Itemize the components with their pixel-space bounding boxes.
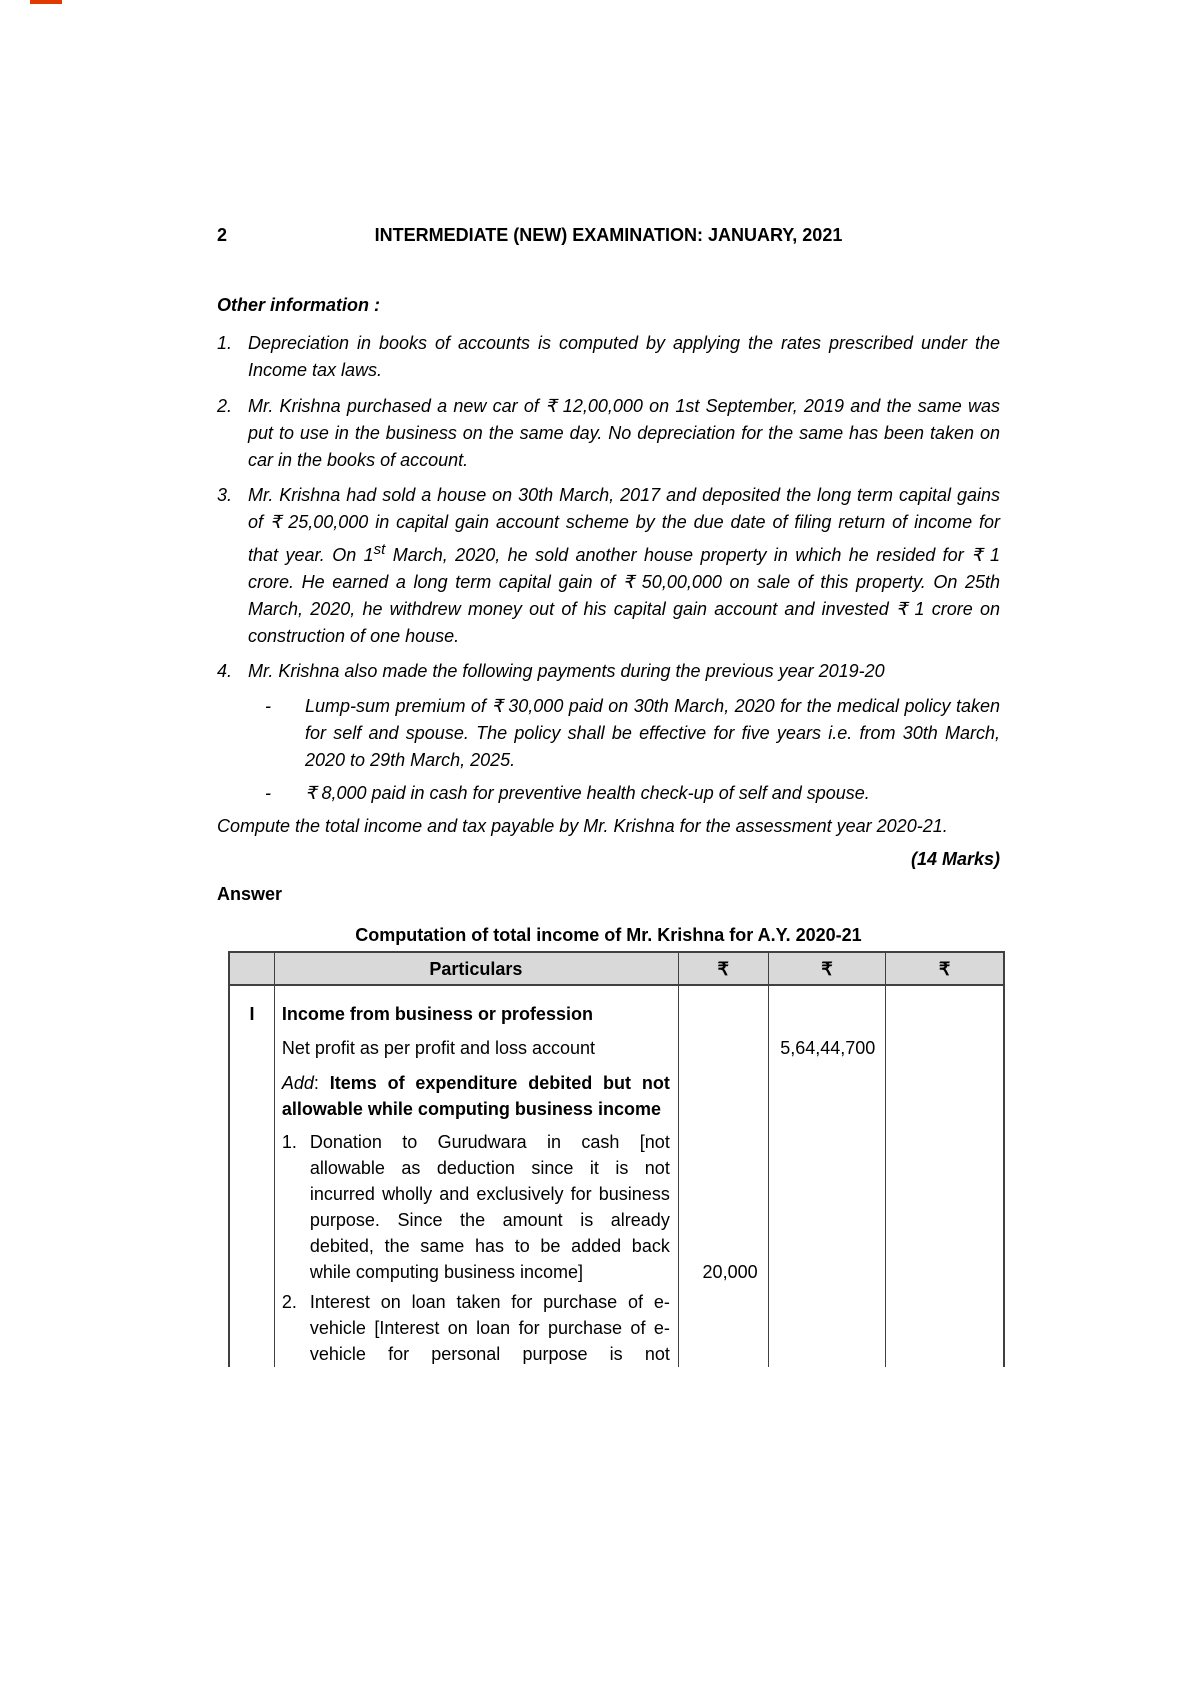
list-item-number: 2. [217, 396, 233, 416]
section-roman-numeral: I [230, 986, 275, 1027]
section-heading: Income from business or profession [275, 986, 679, 1027]
sub-list-item [265, 780, 1000, 807]
empty-cell [886, 986, 1003, 1027]
answer-label: Answer [217, 884, 283, 904]
empty-cell [886, 1027, 1003, 1061]
page-content [217, 222, 1000, 1367]
table-header-rupee-1: ₹ [679, 953, 769, 984]
item-2-cell [275, 1285, 679, 1367]
item-1-amount [679, 1122, 769, 1285]
table-header-particulars: Particulars [275, 953, 679, 984]
add-heading [275, 1061, 679, 1122]
list-item-text: Mr. Krishna also made the following payments during the previous year 2019-20 [248, 661, 885, 681]
net-profit-label: Net profit as per profit and loss account [275, 1027, 679, 1061]
table-row-net-profit [230, 1027, 1003, 1061]
empty-cell [679, 1027, 769, 1061]
table-header-row [230, 953, 1003, 986]
table-header-blank [230, 953, 275, 984]
empty-cell [230, 1061, 275, 1122]
sub-list-item-text: ₹ 8,000 paid in cash for preventive health check-up of self and spouse. [305, 783, 870, 803]
item-1-number: 1. [281, 1132, 297, 1152]
table-row-add-heading [230, 1061, 1003, 1122]
list-item-number: 4. [217, 661, 233, 681]
ordinal-superscript: st [373, 541, 386, 558]
sub-list-item-text: Lump-sum premium of ₹ 30,000 paid on 30th March, 2020 for the medical policy taken for self and spouse. The policy shall be effective for five years i.e. from 30th March, 2020 to 29th March, 2025. [305, 696, 1000, 770]
page-top-red-mark [30, 0, 62, 4]
empty-cell [886, 1122, 1003, 1285]
list-item-number: 1. [217, 333, 233, 353]
marks-label: (14 Marks) [910, 849, 1000, 869]
empty-cell [679, 1285, 769, 1367]
other-information-heading: Other information : [217, 295, 380, 315]
list-item-number: 3. [217, 485, 233, 505]
empty-cell [230, 1027, 275, 1061]
empty-cell [679, 986, 769, 1027]
item-1-amount-value: 20,000 [702, 1262, 758, 1282]
item-2 [282, 1289, 670, 1367]
list-item [217, 330, 1000, 384]
item-2-number: 2. [281, 1292, 297, 1312]
table-row-item-2 [230, 1285, 1003, 1367]
empty-cell [769, 986, 887, 1027]
list-item-text-part: Mr. Krishna had sold a house on 30th March, 2017 and deposited the long term capital gains of ₹ 25,00,000 in capital gain account scheme by the due date of filing return of income for that year. On 1 [248, 485, 1000, 565]
list-item-text: Depreciation in books of accounts is computed by applying the rates prescribed under the Income tax laws. [248, 333, 1000, 380]
sub-list-item [265, 693, 1000, 774]
compute-instruction: Compute the total income and tax payable by Mr. Krishna for the assessment year 2020-21. [217, 816, 948, 836]
net-profit-amount: 5,64,44,700 [769, 1027, 887, 1061]
dash-bullet: - [265, 696, 271, 716]
page-number: 2 [217, 225, 228, 245]
table-header-rupee-3: ₹ [938, 958, 951, 979]
add-word: Add [281, 1073, 314, 1093]
table-row-item-1 [230, 1122, 1003, 1285]
item-1-cell [275, 1122, 679, 1285]
empty-cell [769, 1061, 887, 1122]
table-row-section-heading [230, 986, 1003, 1027]
computation-table-title: Computation of total income of Mr. Krishna for A.Y. 2020-21 [355, 925, 862, 945]
empty-cell [230, 1122, 275, 1285]
dash-bullet: - [265, 783, 271, 803]
add-heading-text: Items of expenditure debited but not allowable while computing business income [281, 1073, 670, 1119]
add-separator: : [313, 1073, 330, 1093]
empty-cell [230, 1285, 275, 1367]
item-1-text: Donation to Gurudwara in cash [not allowable as deduction since it is not incurred wholly and exclusively for business purpose. Since the amount is already debited, the same has to be added back while computing business income] [309, 1132, 670, 1282]
empty-cell [769, 1122, 887, 1285]
item-2-text: Interest on loan taken for purchase of e-vehicle [Interest on loan for purchase of e-vehicle for personal purpose is not [309, 1292, 670, 1364]
list-item [217, 482, 1000, 650]
empty-cell [886, 1285, 1003, 1367]
computation-table [228, 951, 1005, 1367]
item-1 [282, 1129, 670, 1285]
empty-cell [769, 1285, 887, 1367]
list-item [217, 393, 1000, 474]
exam-title: INTERMEDIATE (NEW) EXAMINATION: JANUARY, 2021 [374, 225, 843, 245]
empty-cell [886, 1061, 1003, 1122]
list-item-text-part: March, 2020, he sold another house property in which he resided for ₹ 1 crore. He earned a long term capital gain of ₹ 50,00,000 on sale of this property. On 25th March, 2020, he withdrew money out of his capital gain account and invested ₹ 1 crore on construction of one house. [248, 545, 1000, 646]
table-header-rupee-2: ₹ [769, 953, 887, 984]
running-header [217, 222, 1000, 249]
list-item [217, 658, 1000, 685]
list-item-text: Mr. Krishna purchased a new car of ₹ 12,00,000 on 1st September, 2019 and the same was put to use in the business on the same day. No depreciation for the same has been taken on car in the books of account. [248, 396, 1000, 470]
list-item-text [248, 482, 1000, 650]
empty-cell [679, 1061, 769, 1122]
